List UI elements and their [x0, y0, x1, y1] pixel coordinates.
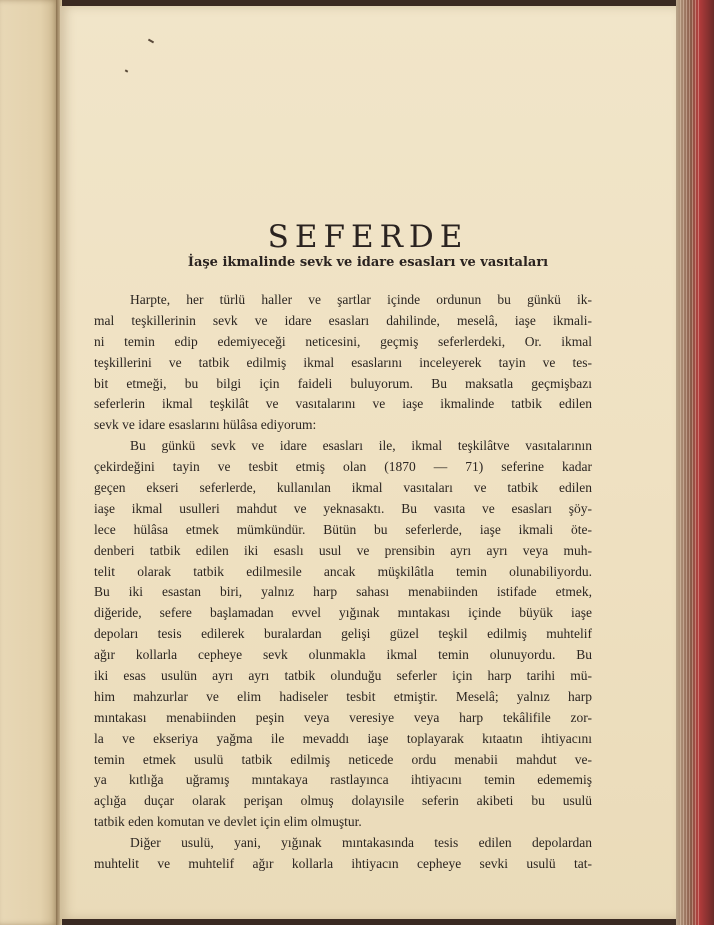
text-line: geçen ekseri seferlerde, kullanılan ikmal vasıtaları ve tatbik edilen [94, 480, 592, 496]
text-line: iaşe ikmal usulleri mahdut ve yeknasaktı. Bu vasıta ve esasları şöy- [94, 500, 592, 516]
text-line: teşkillerini ve tatbik edilmiş ikmal esaslarını inceleyerek tayin ve tes- [94, 354, 592, 370]
text-line: Harpte, her türlü haller ve şartlar içinde ordunun bu günkü ik- [130, 292, 592, 307]
text-line: muhtelit ve muhtelif ağır kollarla ihtiyacın cepheye sevki usulü tat- [94, 856, 592, 872]
text-line: lece hülâsa etmek mümkündür. Bütün bu seferlerde, iaşe ikmali öte- [94, 521, 592, 537]
text-line: tatbik eden komutan ve devlet için elim olmuştur. [94, 814, 362, 830]
text-line: iki esas usulün ayrı ayrı tatbik olunduğu seferler için harp tarihi mü- [94, 668, 592, 684]
text-line: Diğer usulü, yani, yığınak mıntakasında tesis edilen depolardan [130, 835, 592, 851]
body-text [94, 290, 592, 875]
text-line: seferlerin ikmal teşkilât ve vasıtalarını ve iaşe ikmalinde tatbik edilen [94, 396, 592, 412]
text-line: ya kıtlığa uğramış mıntakaya rastlayınca ihtiyacını temin edememiş [94, 772, 592, 788]
text-line: sevk ve idare esaslarını hülâsa ediyorum: [94, 417, 317, 433]
text-line: denberi tatbik edilen iki esaslı usul ve prensibin ayrı ayrı veya muh- [94, 542, 592, 558]
text-line: bit etmeği, bu bilgi için faideli buluyorum. Bu maksatla geçmişbazı [94, 375, 592, 391]
text-line: Bu günkü sevk ve idare esasları ile, ikmal teşkilâtve vasıtalarının [130, 438, 592, 454]
page-stack-edge [676, 0, 714, 925]
text-line: diğeride, sefere başlamadan evvel yığınak mıntakası içinde büyük iaşe [94, 605, 592, 621]
text-line: temin etmek usulü tatbik edilmiş neticede ordu menabii mahdut ve- [94, 751, 592, 767]
text-line: çekirdeğini tayin ve tesbit etmiş olan (1870 — 71) seferine kadar [94, 459, 592, 475]
text-line: telit olarak tatbik edilmesile ancak müşkilâtla temin olunabiliyordu. [94, 563, 592, 579]
text-line: depoları tesis edilerek buralardan gelişi güzel teşkil edilmiş muhtelif [94, 626, 592, 642]
page-subtitle: İaşe ikmalinde sevk ve idare esasları ve vasıtaları [187, 254, 549, 270]
page-title: SEFERDE [267, 218, 469, 255]
text-line: mal teşkillerinin sevk ve idare esasları dahilinde, meselâ, iaşe ikmali- [94, 312, 592, 328]
text-line: la ve ekseriya yağma ile mevaddı iaşe toplayarak kıtaatın ihtiyacını [94, 730, 592, 746]
text-line: mıntakası menabiinden peşin veya veresiye veya harp tekâlifile zor- [94, 709, 592, 725]
text-line: ağır kollarla cepheye sevk olunmakla ikmal temin olunuyordu. Bu [94, 647, 592, 663]
text-line: Bu iki esastan biri, yalnız harp sahası menabiinden istifade etmek, [94, 584, 592, 600]
text-line: ni temin edip edemiyeceği neticesini, geçmiş seferlerdeki, Or. ikmal [94, 333, 592, 349]
left-page-edge [0, 0, 58, 925]
text-line: açlığa duçar olarak perişan olmuş dolayısile seferin akibeti bu usulü [94, 793, 592, 809]
text-line: him mahzurlar ve elim hadiseler tesbit etmiştir. Meselâ; yalnız harp [94, 688, 592, 704]
